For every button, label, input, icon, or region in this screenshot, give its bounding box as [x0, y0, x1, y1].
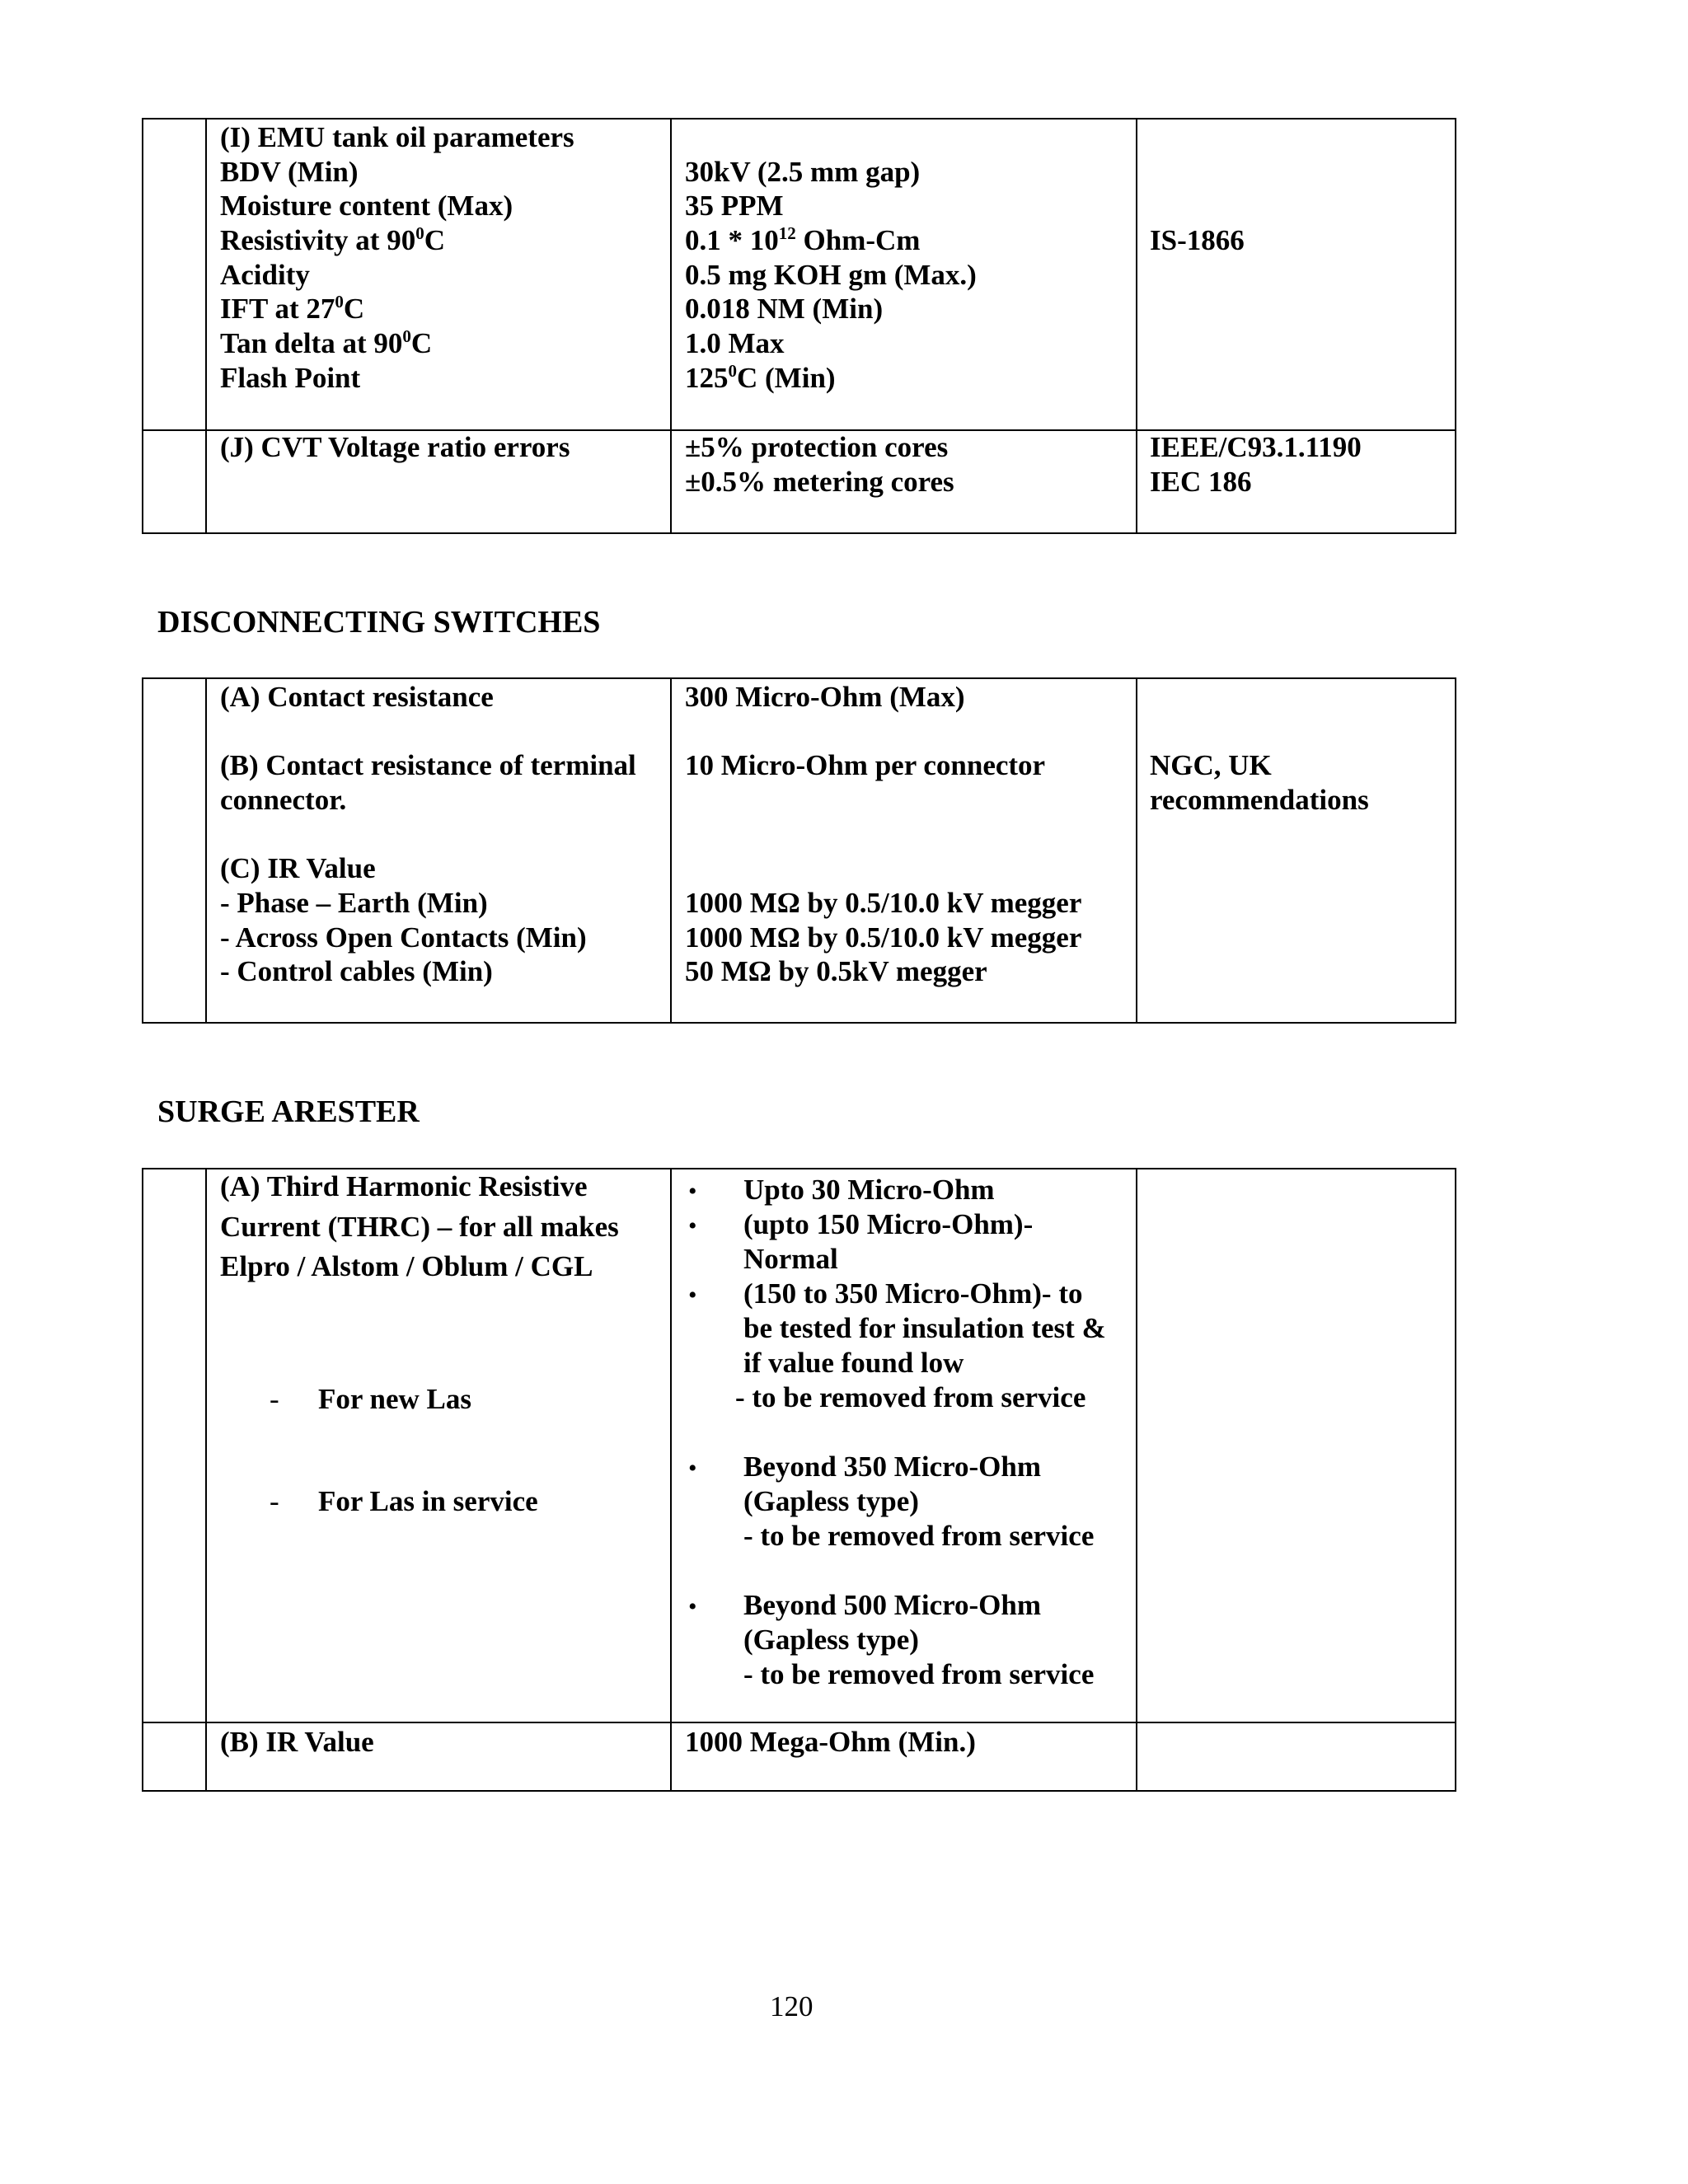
table-border — [1455, 1168, 1456, 1792]
bullet-icon: • — [688, 1593, 697, 1620]
dash-marker: - — [270, 1485, 279, 1517]
table-border — [205, 1168, 207, 1792]
criteria-text: be tested for insulation test & — [743, 1312, 1106, 1344]
parameter-value: 1.0 Max — [685, 327, 785, 359]
parameter-label: (J) CVT Voltage ratio errors — [220, 431, 570, 463]
parameter-label: Tan delta at $90^0C$ — [220, 326, 433, 359]
table-border — [142, 532, 1456, 534]
standard-reference: recommendations — [1150, 784, 1369, 816]
parameter-value: 50 MΩ by 0.5kV megger — [685, 955, 987, 987]
parameter-value: 300 Micro-Ohm (Max) — [685, 681, 965, 713]
parameter-value: 1000 MΩ by 0.5/10.0 kV megger — [685, 887, 1082, 919]
table-border — [142, 118, 1456, 120]
criteria-text: (upto 150 Micro-Ohm)- — [743, 1208, 1034, 1240]
table-border — [142, 1722, 1456, 1723]
table-border — [670, 118, 672, 534]
standard-reference: IS-1866 — [1150, 224, 1245, 256]
table-border — [205, 118, 207, 534]
parameter-label: (A) Contact resistance — [220, 681, 494, 713]
parameter-label: - Control cables (Min) — [220, 955, 493, 987]
section-heading-disconnecting-switches: DISCONNECTING SWITCHES — [157, 605, 601, 640]
parameter-label: (C) IR Value — [220, 852, 376, 884]
criteria-text: Normal — [743, 1243, 838, 1275]
criteria-text: - to be removed from service — [743, 1520, 1095, 1552]
table-border — [1136, 118, 1137, 534]
table-border — [142, 1168, 143, 1792]
parameter-value: 1000 Mega-Ohm (Min.) — [685, 1726, 976, 1758]
section-heading-surge-arester: SURGE ARESTER — [157, 1094, 420, 1129]
bullet-icon: • — [688, 1178, 697, 1205]
table-border — [1455, 677, 1456, 1024]
parameter-label: - Across Open Contacts (Min) — [220, 921, 587, 954]
parameter-value: ±0.5% metering cores — [685, 466, 954, 498]
parameter-value: 1000 MΩ by 0.5/10.0 kV megger — [685, 921, 1082, 954]
parameter-label: BDV (Min) — [220, 156, 359, 188]
table-border — [1455, 118, 1456, 534]
criteria-text: - to be removed from service — [743, 1658, 1095, 1690]
table-border — [1136, 677, 1137, 1024]
criteria-text: (Gapless type) — [743, 1624, 919, 1656]
table-border — [142, 1790, 1456, 1792]
table-border — [142, 677, 143, 1024]
table-border — [142, 118, 143, 534]
parameter-label: Moisture content (Max) — [220, 190, 513, 222]
parameter-label: Current (THRC) – for all makes — [220, 1211, 619, 1243]
parameter-label: Resistivity at $90^0C$ — [220, 223, 445, 256]
parameter-label: (B) IR Value — [220, 1726, 374, 1758]
table-border — [1136, 1168, 1137, 1792]
bullet-icon: • — [688, 1212, 697, 1240]
criteria-text: (Gapless type) — [743, 1485, 919, 1517]
parameter-label: Flash Point — [220, 362, 361, 394]
criteria-text: if value found low — [743, 1347, 964, 1379]
parameter-label: connector. — [220, 784, 347, 816]
parameter-label: For new Las — [318, 1383, 472, 1415]
parameter-value: $125^0C$ (Min) — [685, 361, 836, 394]
table-border — [670, 1168, 672, 1792]
criteria-text: Beyond 350 Micro-Ohm — [743, 1451, 1042, 1483]
parameter-group-title: (I) EMU tank oil parameters — [220, 121, 574, 153]
parameter-value: 0.018 NM (Min) — [685, 293, 884, 325]
table-border — [670, 677, 672, 1024]
criteria-text: Upto 30 Micro-Ohm — [743, 1174, 995, 1206]
criteria-text: - to be removed from service — [735, 1381, 1086, 1413]
parameter-label: IFT at $27^0C$ — [220, 292, 365, 325]
standard-reference: IEC 186 — [1150, 466, 1252, 498]
parameter-label: For Las in service — [318, 1485, 538, 1517]
parameter-value: 0.5 mg KOH gm (Max.) — [685, 259, 977, 291]
parameter-label: Elpro / Alstom / Oblum / CGL — [220, 1250, 593, 1282]
table-border — [142, 1022, 1456, 1024]
page-number: 120 — [770, 1990, 814, 2022]
standard-reference: IEEE/C93.1.1190 — [1150, 431, 1362, 463]
parameter-label: (A) Third Harmonic Resistive — [220, 1170, 588, 1202]
parameter-value: ±5% protection cores — [685, 431, 949, 463]
criteria-text: (150 to 350 Micro-Ohm)- to — [743, 1277, 1083, 1310]
parameter-label: (B) Contact resistance of terminal — [220, 749, 636, 781]
parameter-value: 10 Micro-Ohm per connector — [685, 749, 1046, 781]
criteria-text: Beyond 500 Micro-Ohm — [743, 1589, 1042, 1621]
parameter-label: Acidity — [220, 259, 310, 291]
bullet-icon: • — [688, 1455, 697, 1482]
parameter-value: 35 PPM — [685, 190, 784, 222]
parameter-label: - Phase – Earth (Min) — [220, 887, 488, 919]
parameter-value: 30kV (2.5 mm gap) — [685, 156, 921, 188]
table-border — [205, 677, 207, 1024]
table-border — [142, 677, 1456, 679]
bullet-icon: • — [688, 1282, 697, 1309]
standard-reference: NGC, UK — [1150, 749, 1272, 781]
parameter-value: $0.1 * 10^{12}$ Ohm-Cm — [685, 223, 921, 256]
dash-marker: - — [270, 1383, 279, 1415]
